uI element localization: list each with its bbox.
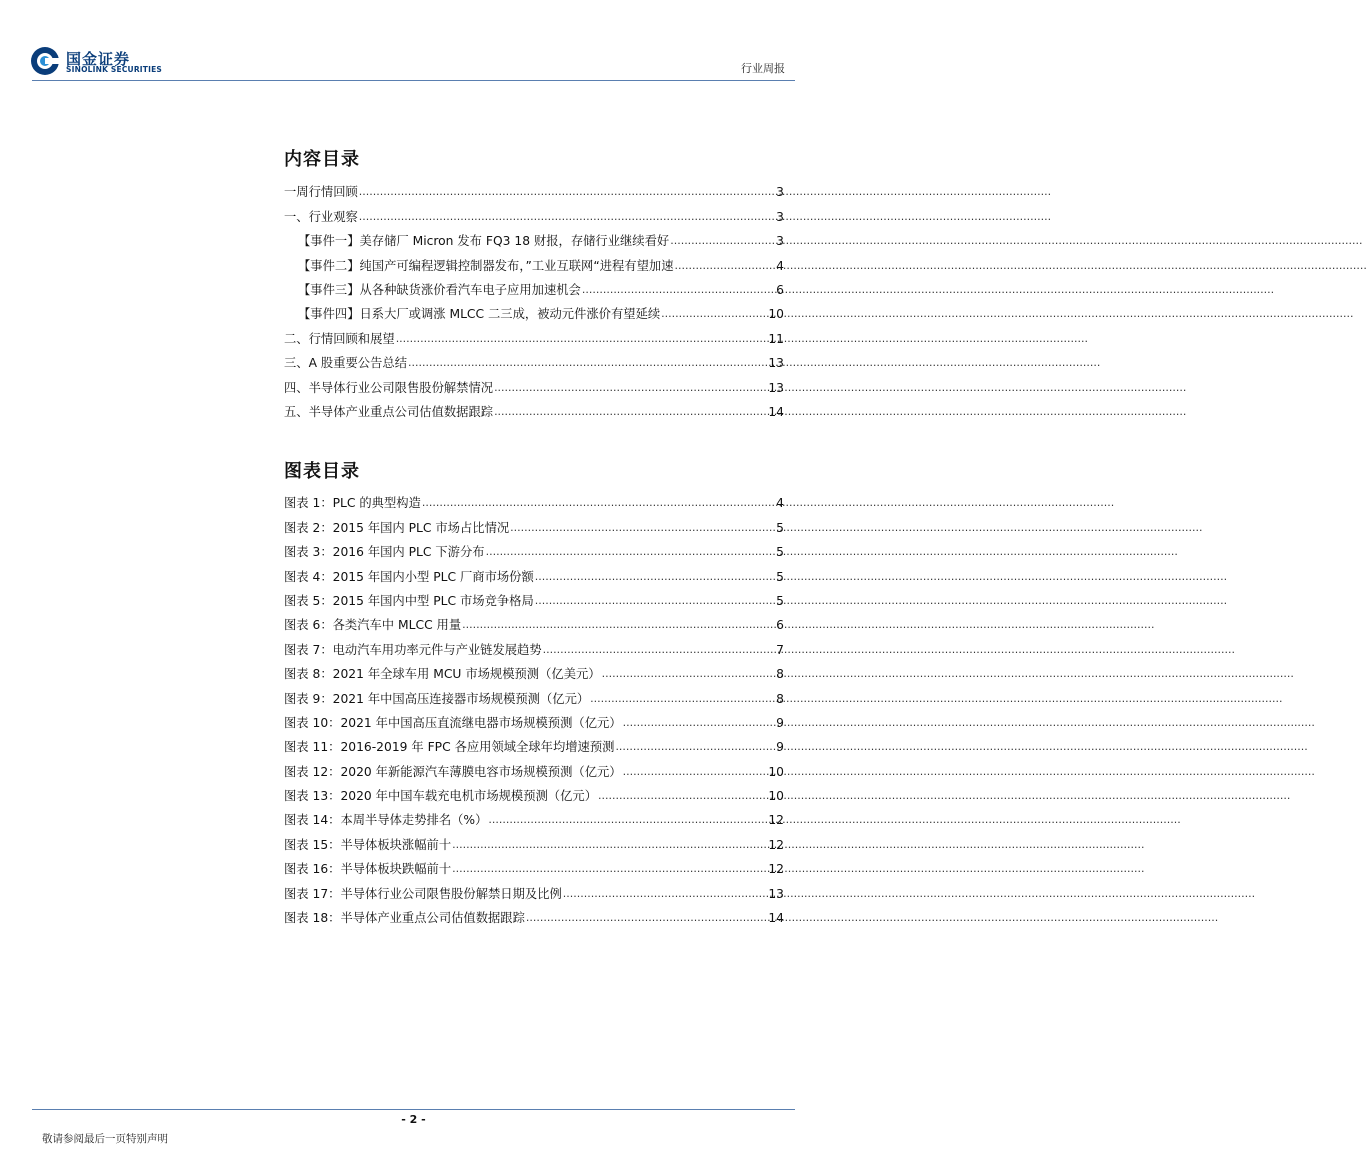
contents-entry[interactable]: [284, 321, 784, 345]
figure-entry[interactable]: [284, 608, 784, 632]
contents-entry[interactable]: [284, 273, 784, 297]
contents-entry-title: 四、半导体行业公司限售股份解禁情况: [284, 380, 494, 395]
company-logo: [30, 46, 163, 76]
figure-entry-title: 图表 12：2020 年新能源汽车薄膜电容市场规模预测（亿元）: [284, 764, 622, 779]
contents-entry-page: 14: [768, 404, 784, 419]
leader-dots: [623, 716, 776, 730]
leader-dots: [535, 570, 775, 584]
figure-entry[interactable]: [284, 852, 784, 876]
contents-entry-page: 13: [768, 380, 784, 395]
figure-entry-title: 图表 2：2015 年国内 PLC 市场占比情况: [284, 520, 510, 535]
figure-entry-page: 13: [768, 886, 784, 901]
leader-dots: [422, 496, 775, 510]
figures-title: 图表目录: [284, 461, 360, 482]
figure-entry[interactable]: [284, 559, 784, 583]
page-number: - 2 -: [401, 1113, 426, 1126]
figure-entry-page: 12: [768, 837, 784, 852]
header-divider: [32, 80, 795, 81]
leader-dots: [452, 838, 767, 852]
leader-dots: [535, 594, 775, 608]
leader-dots: [359, 210, 775, 224]
figure-entry-page: 5: [776, 520, 784, 535]
leader-dots: [675, 259, 776, 273]
figure-entry[interactable]: [284, 681, 784, 705]
figure-entry-title: 图表 8：2021 年全球车用 MCU 市场规模预测（亿美元）: [284, 667, 601, 682]
leader-dots: [494, 405, 767, 419]
figure-entry-page: 6: [776, 618, 784, 633]
leader-dots: [452, 862, 767, 876]
figure-entry[interactable]: [284, 754, 784, 778]
figure-entry[interactable]: [284, 779, 784, 803]
document-type: 行业周报: [741, 62, 785, 75]
figure-entry-page: 5: [776, 545, 784, 560]
contents-entry-page: 13: [768, 356, 784, 371]
figure-entry-page: 8: [776, 667, 784, 682]
contents-entry[interactable]: [284, 175, 784, 199]
figure-entry-title: 图表 1：PLC 的典型构造: [284, 496, 421, 511]
contents-entry-page: 3: [776, 209, 784, 224]
leader-dots: [661, 307, 767, 321]
disclaimer-note: 敬请参阅最后一页特别声明: [42, 1133, 168, 1145]
contents-entry-title: 【事件三】从各种缺货涨价看汽车电子应用加速机会: [298, 282, 581, 297]
contents-entry-title: 五、半导体产业重点公司估值数据跟踪: [284, 404, 494, 419]
figure-entry-title: 图表 10：2021 年中国高压直流继电器市场规模预测（亿元）: [284, 715, 622, 730]
figure-entry-page: 14: [768, 911, 784, 926]
leader-dots: [563, 887, 768, 901]
contents-entry[interactable]: [284, 370, 784, 394]
contents-entry-title: 【事件四】日系大厂或调涨 MLCC 二三成，被动元件涨价有望延续: [298, 307, 661, 322]
contents-entry-page: 6: [776, 282, 784, 297]
leader-dots: [510, 521, 775, 535]
figure-entry-page: 5: [776, 593, 784, 608]
contents-entry-title: 一、行业观察: [284, 209, 358, 224]
leader-dots: [623, 765, 768, 779]
figure-entry-title: 图表 16：半导体板块跌幅前十: [284, 862, 452, 877]
contents-entry-title: 【事件二】纯国产可编程逻辑控制器发布，”工业互联网“进程有望加速: [298, 258, 674, 273]
figure-entry-title: 图表 9：2021 年中国高压连接器市场规模预测（亿元）: [284, 691, 590, 706]
figure-entry-title: 图表 3：2016 年国内 PLC 下游分布: [284, 545, 485, 560]
leader-dots: [488, 813, 767, 827]
leader-dots: [359, 185, 775, 199]
contents-entry-title: 一周行情回顾: [284, 185, 358, 200]
figure-entry-page: 12: [768, 813, 784, 828]
figure-entry[interactable]: [284, 510, 784, 534]
contents-entry-page: 11: [768, 331, 784, 346]
figure-entry[interactable]: [284, 706, 784, 730]
leader-dots: [670, 234, 775, 248]
contents-entry-page: 10: [768, 307, 784, 322]
leader-dots: [590, 692, 775, 706]
contents-entry-title: 【事件一】美存储厂 Micron 发布 FQ3 18 财报，存储行业继续看好: [298, 234, 670, 249]
figure-entry[interactable]: [284, 730, 784, 754]
leader-dots: [582, 283, 775, 297]
figure-entry-title: 图表 17：半导体行业公司限售股份解禁日期及比例: [284, 886, 562, 901]
leader-dots: [494, 381, 767, 395]
figure-entry[interactable]: [284, 876, 784, 900]
contents-entry-title: 二、行情回顾和展望: [284, 331, 395, 346]
contents-entry-page: 3: [776, 185, 784, 200]
leader-dots: [598, 789, 767, 803]
contents-entry[interactable]: [284, 248, 784, 272]
contents-entry-title: 三、A 股重要公告总结: [284, 356, 407, 371]
figure-entry-page: 12: [768, 862, 784, 877]
leader-dots: [408, 356, 767, 370]
figure-entry-title: 图表 7：电动汽车用功率元件与产业链发展趋势: [284, 642, 542, 657]
leader-dots: [526, 911, 767, 925]
figure-entry[interactable]: [284, 632, 784, 656]
figure-entry-page: 10: [768, 789, 784, 804]
leader-dots: [602, 667, 776, 681]
figure-entry-page: 4: [776, 496, 784, 511]
figure-entry-title: 图表 11：2016-2019 年 FPC 各应用领域全球年均增速预测: [284, 740, 615, 755]
footer-divider: [32, 1109, 795, 1110]
figure-entry-title: 图表 13：2020 年中国车载充电机市场规模预测（亿元）: [284, 789, 597, 804]
figure-entry-title: 图表 6：各类汽车中 MLCC 用量: [284, 618, 462, 633]
contents-entry[interactable]: [284, 199, 784, 223]
logo-chinese-name: 国金证券: [66, 50, 131, 68]
contents-entry[interactable]: [284, 224, 784, 248]
leader-dots: [543, 643, 776, 657]
leader-dots: [396, 332, 768, 346]
figure-entry-title: 图表 14：本周半导体走势排名（%）: [284, 813, 488, 828]
figure-entry-title: 图表 5：2015 年国内中型 PLC 市场竞争格局: [284, 593, 534, 608]
figure-entry-page: 7: [776, 642, 784, 657]
contents-entry[interactable]: [284, 297, 784, 321]
figure-entry-title: 图表 15：半导体板块涨幅前十: [284, 837, 452, 852]
contents-title: 内容目录: [284, 149, 360, 170]
figure-entry[interactable]: [284, 535, 784, 559]
contents-entry[interactable]: [284, 346, 784, 370]
figure-entry[interactable]: [284, 657, 784, 681]
figure-entry[interactable]: [284, 827, 784, 851]
contents-entry-page: 4: [776, 258, 784, 273]
figure-entry-page: 5: [776, 569, 784, 584]
page-header: [0, 0, 827, 80]
figure-entry-page: 9: [776, 740, 784, 755]
figure-entry[interactable]: [284, 584, 784, 608]
figure-entry-page: 10: [768, 764, 784, 779]
figure-entry-title: 图表 18：半导体产业重点公司估值数据跟踪: [284, 911, 525, 926]
contents-entry-page: 3: [776, 234, 784, 249]
figure-entry-page: 8: [776, 691, 784, 706]
logo-english-name: SINOLINK SECURITIES: [66, 65, 163, 74]
logo-mark-icon: [30, 46, 60, 76]
contents-list: [284, 175, 784, 419]
figure-entry-page: 9: [776, 715, 784, 730]
leader-dots: [486, 545, 776, 559]
leader-dots: [462, 618, 775, 632]
figure-entry[interactable]: [284, 803, 784, 827]
contents-entry[interactable]: [284, 395, 784, 419]
figures-list: [284, 486, 784, 925]
figure-entry[interactable]: [284, 901, 784, 925]
figure-entry[interactable]: [284, 486, 784, 510]
leader-dots: [615, 740, 775, 754]
figure-entry-title: 图表 4：2015 年国内小型 PLC 厂商市场份额: [284, 569, 534, 584]
